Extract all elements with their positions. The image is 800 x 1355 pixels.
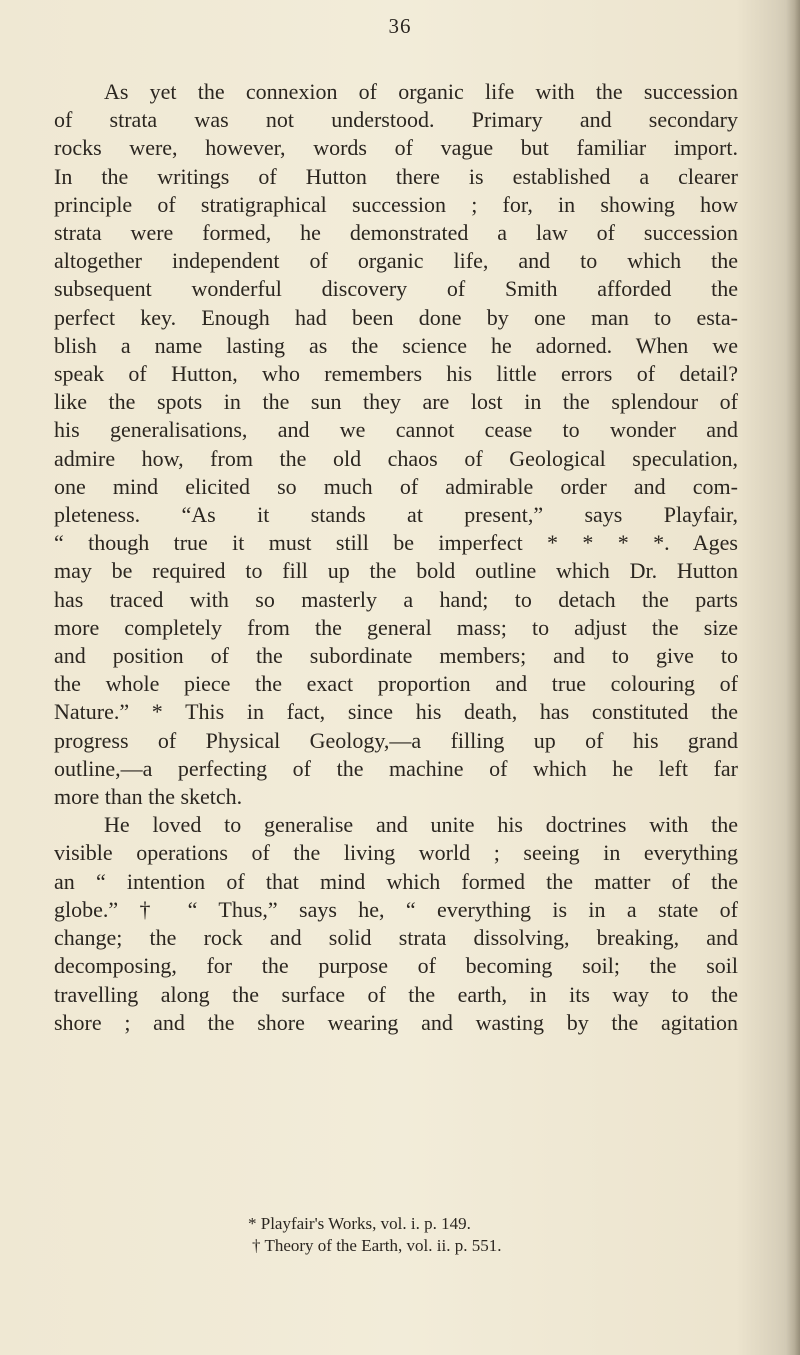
text-line: strata were formed, he demonstrated a law of succession [54, 220, 738, 246]
text-line: shore ; and the shore wearing and wasting by the agitation [54, 1009, 738, 1035]
text-line: change; the rock and solid strata dissolving, breaking, and [54, 925, 738, 951]
text-line: Nature.” * This in fact, since his death, has constituted the [54, 699, 738, 725]
text-line: more completely from the general mass; to adjust the size [54, 614, 738, 640]
text-line: speak of Hutton, who remembers his little errors of detail? [54, 361, 738, 387]
text-line: principle of stratigraphical succession ; for, in showing how [54, 191, 738, 217]
text-line: like the spots in the sun they are lost in the splendour of [54, 389, 738, 415]
text-line: admire how, from the old chaos of Geological speculation, [54, 445, 738, 471]
footnotes [0, 1213, 800, 1257]
footnote-1: * Playfair's Works, vol. i. p. 149. [248, 1214, 471, 1233]
footnote-2: † Theory of the Earth, vol. ii. p. 551. [252, 1236, 502, 1255]
text-line: globe.” † “ Thus,” says he, “ everything is in a state of [54, 896, 738, 922]
text-line: altogether independent of organic life, and to which the [54, 248, 738, 274]
text-line: and position of the subordinate members; and to give to [54, 643, 738, 669]
body-text [54, 78, 738, 1037]
text-line: may be required to fill up the bold outline which Dr. Hutton [54, 558, 738, 584]
text-line: In the writings of Hutton there is established a clearer [54, 163, 738, 189]
text-line: has traced with so masterly a hand; to detach the parts [54, 586, 738, 612]
text-line: decomposing, for the purpose of becoming soil; the soil [54, 953, 738, 979]
text-line: rocks were, however, words of vague but familiar import. [54, 135, 738, 161]
text-line: pleteness. “As it stands at present,” says Playfair, [54, 502, 738, 528]
text-line: As yet the connexion of organic life with the succession [104, 79, 738, 104]
text-line: an “ intention of that mind which formed the matter of the [54, 868, 738, 894]
text-line: his generalisations, and we cannot cease to wonder and [54, 417, 738, 443]
text-line: “ though true it must still be imperfect * * * *. Ages [54, 530, 738, 556]
text-line: outline,—a perfecting of the machine of which he left far [54, 755, 738, 781]
paragraph-1 [54, 78, 738, 811]
text-line: travelling along the surface of the earth, in its way to the [54, 981, 738, 1007]
text-line: one mind elicited so much of admirable order and com- [54, 473, 738, 499]
text-line: perfect key. Enough had been done by one man to esta- [54, 304, 738, 330]
text-line: subsequent wonderful discovery of Smith afforded the [54, 276, 738, 302]
text-line: the whole piece the exact proportion and true colouring of [54, 671, 738, 697]
paragraph-2 [54, 811, 738, 1037]
text-line: progress of Physical Geology,—a filling up of his grand [54, 727, 738, 753]
text-line: blish a name lasting as the science he adorned. When we [54, 332, 738, 358]
text-line: more than the sketch. [54, 784, 243, 810]
text-line: visible operations of the living world ; seeing in everything [54, 840, 738, 866]
page-number: 36 [388, 14, 412, 38]
text-line: of strata was not understood. Primary and secondary [54, 107, 738, 133]
text-line: He loved to generalise and unite his doctrines with the [104, 812, 738, 838]
page-edge-shadow [786, 0, 800, 1355]
